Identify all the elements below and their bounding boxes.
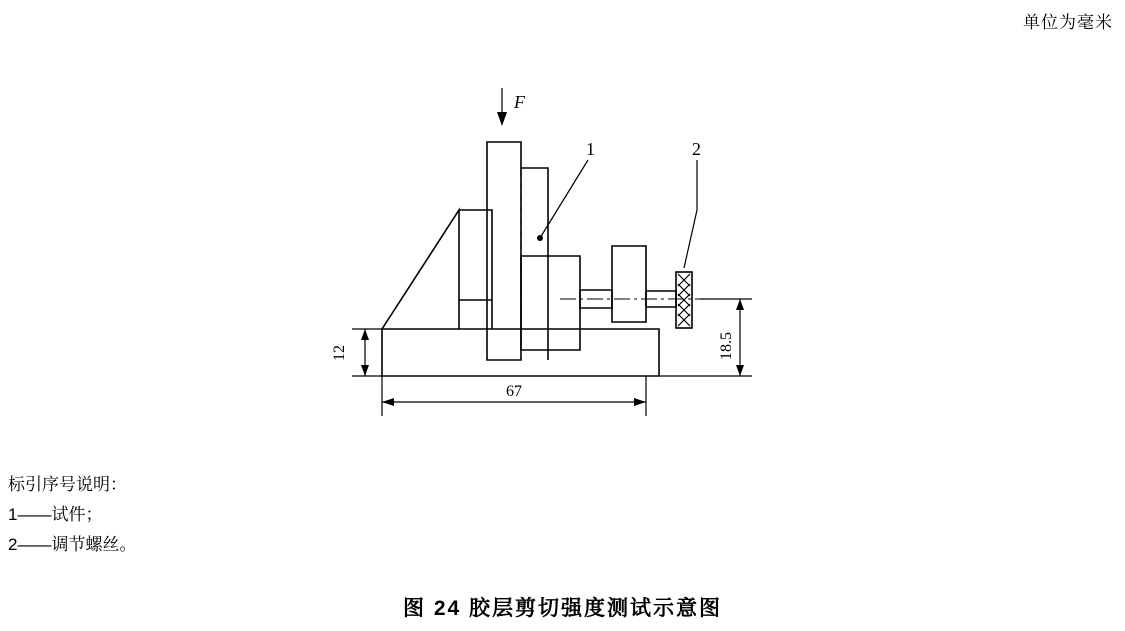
legend-item-1: 1——试件； [8,505,103,524]
force-arrow [497,88,507,126]
legend [8,470,136,560]
figure-diagram [0,60,1125,440]
dim-label-length-bottom: 67 [506,383,522,400]
shear-test-fixture-drawing [0,60,1125,440]
dim-height-right [659,299,752,376]
legend-item-2: 2——调节螺丝。 [8,535,137,554]
force-label: F [514,92,525,112]
callout-label-2: 2 [692,139,701,159]
left-support [382,210,492,329]
unit-note: 单位为毫米 [1023,13,1113,32]
callout-2-leader [684,160,697,268]
callout-label-1: 1 [586,139,595,159]
figure-caption: 图 24 胶层剪切强度测试示意图 [402,597,723,620]
right-block [612,246,646,322]
legend-title: 标引序号说明： [8,475,127,494]
dim-label-height-left: 12 [331,345,348,361]
adjusting-screw [646,272,692,328]
dim-height-left [352,329,382,376]
upper-block [487,142,548,360]
callout-1-leader [537,160,588,241]
dim-label-height-right: 18.5 [718,332,735,360]
specimen-block [521,256,580,350]
